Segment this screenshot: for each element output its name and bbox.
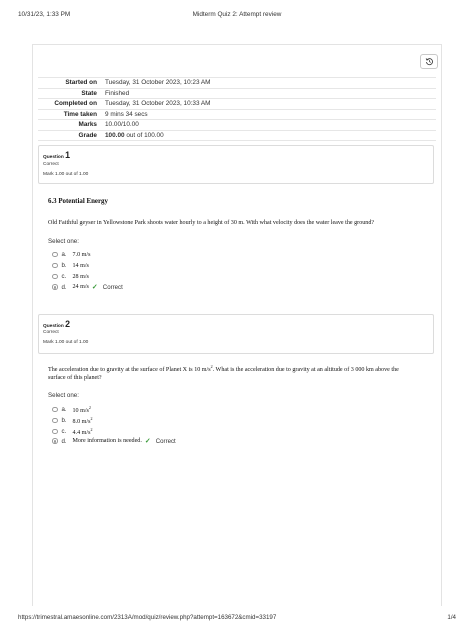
checkmark-icon: ✓ [91, 284, 98, 291]
radio-button[interactable] [52, 263, 58, 269]
question-label: Question [43, 155, 64, 160]
radio-button-selected[interactable] [52, 438, 58, 444]
radio-button[interactable] [52, 252, 58, 258]
option-letter: c. [61, 428, 67, 436]
attempt-summary-table [38, 77, 436, 141]
q1-option-a[interactable] [52, 251, 90, 258]
completed-on-label: Completed on [54, 100, 97, 108]
question-2-mark: Mark 1.00 out of 1.00 [43, 340, 89, 345]
option-letter: a. [61, 251, 67, 258]
question-2-text [48, 364, 399, 373]
checkmark-icon: ✓ [144, 438, 151, 445]
radio-button-selected[interactable] [52, 284, 58, 290]
time-taken-value: 9 mins 34 secs [105, 110, 148, 118]
option-text: 14 m/s [72, 262, 89, 269]
question-2-number [43, 319, 70, 329]
completed-on-value: Tuesday, 31 October 2023, 10:33 AM [105, 100, 211, 108]
question-label: Question [43, 324, 64, 329]
page-number: 1/4 [447, 614, 456, 621]
q1-option-b[interactable] [52, 262, 89, 269]
time-taken-label: Time taken [63, 110, 97, 118]
option-letter: c. [61, 273, 67, 280]
option-letter: b. [61, 262, 67, 269]
q1-option-d[interactable] [52, 283, 123, 291]
question-2-text-part1: The acceleration due to gravity at the surface of Planet X is 10 m/s [48, 367, 211, 374]
grade-suffix: out of 100.00 [124, 131, 164, 139]
q2-option-d[interactable] [52, 437, 176, 445]
radio-button[interactable] [52, 407, 58, 413]
history-icon [425, 57, 434, 66]
started-on-value: Tuesday, 31 October 2023, 10:23 AM [105, 79, 211, 87]
grade-label: Grade [78, 131, 97, 139]
question-2-info [38, 314, 434, 354]
option-feedback: Correct [155, 437, 176, 445]
summary-row-marks [38, 120, 436, 131]
option-feedback: Correct [102, 283, 123, 291]
question-1-mark: Mark 1.00 out of 1.00 [43, 172, 89, 177]
question-1-text: Old Faithful geyser in Yellowstone Park shoots water hourly to a height of 30 m. With what velocity does the water leave the ground? [48, 220, 375, 226]
option-letter: b. [61, 417, 67, 425]
summary-row-state [38, 89, 436, 100]
option-text-sup: 2 [88, 405, 91, 410]
option-text-value: 10 m/s [72, 408, 89, 415]
question-1-state: Correct [43, 162, 59, 167]
option-text: More information is needed. [72, 438, 142, 444]
option-text-value: 4.4 m/s [72, 430, 91, 437]
summary-row-time [38, 110, 436, 121]
question-number: 1 [65, 150, 71, 160]
question-1-select-prompt: Select one: [48, 238, 79, 245]
question-1-info [38, 145, 434, 184]
marks-label: Marks [78, 121, 97, 129]
summary-row-completed [38, 99, 436, 110]
summary-row-grade [38, 131, 436, 142]
page-url: https://trimestral.amaesonline.com/2313A/mod/quiz/review.php?attempt=163672&cmid=33197 [18, 614, 277, 621]
option-text: 7.0 m/s [72, 251, 91, 258]
option-text-sup: 2 [90, 416, 93, 421]
question-2-state: Correct [43, 330, 59, 335]
state-label: State [81, 89, 97, 97]
marks-value: 10.00/10.00 [105, 121, 139, 129]
started-on-label: Started on [65, 79, 97, 87]
option-text [73, 416, 93, 425]
grade-score: 100.00 [105, 131, 125, 139]
option-text [73, 427, 93, 436]
option-letter: a. [61, 406, 67, 414]
radio-button[interactable] [52, 429, 58, 435]
print-page-title: Midterm Quiz 2: Attempt review [192, 11, 282, 18]
option-letter: d. [61, 437, 67, 445]
question-2-select-prompt: Select one: [48, 392, 79, 399]
question-number: 2 [65, 319, 71, 329]
q2-option-a[interactable] [52, 405, 91, 414]
option-text: 28 m/s [72, 273, 89, 280]
radio-button[interactable] [52, 418, 58, 424]
radio-button[interactable] [52, 274, 58, 280]
question-2-text-line2: surface of this planet? [48, 375, 102, 381]
option-text-sup: 2 [90, 427, 93, 432]
q2-option-b[interactable] [52, 416, 92, 425]
option-text-value: 8.0 m/s [72, 419, 91, 426]
question-2-text-sup: 2 [210, 364, 213, 369]
grade-value [101, 132, 164, 139]
q2-option-c[interactable] [52, 427, 92, 436]
q1-option-c[interactable] [52, 273, 89, 280]
question-1-number [43, 150, 70, 160]
question-1-heading: 6.3 Potential Energy [48, 198, 108, 205]
summary-row-started [38, 78, 436, 89]
question-2-text-part2: . What is the acceleration due to gravity at an altitude of 3 000 km above the [212, 367, 399, 374]
option-letter: d. [61, 283, 67, 291]
option-text: 24 m/s [72, 284, 89, 290]
option-text [73, 405, 91, 414]
print-datetime: 10/31/23, 1:33 PM [18, 11, 71, 18]
quiz-navigation-toggle[interactable] [420, 54, 438, 69]
state-value: Finished [105, 89, 130, 97]
